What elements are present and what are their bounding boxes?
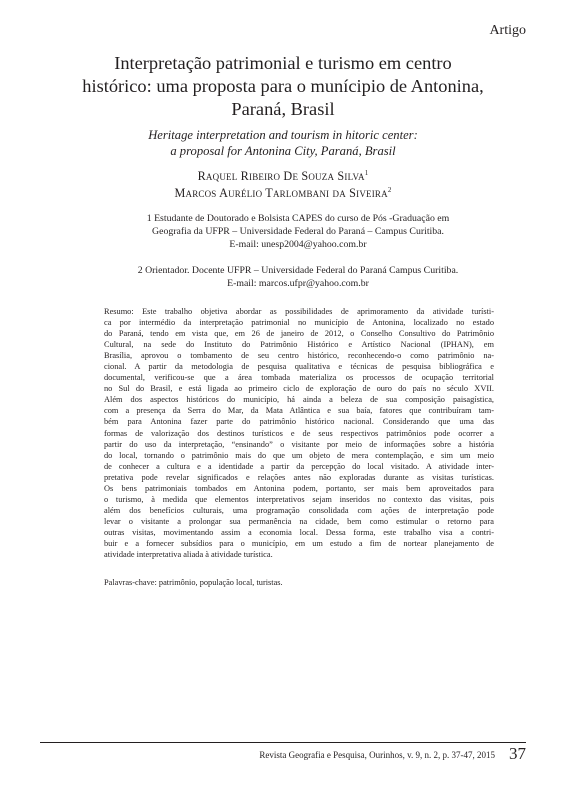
author — [40, 168, 526, 185]
affiliation-line: 1 Estudante de Doutorado e Bolsista CAPES do curso de Pós -Graduação em — [146, 213, 450, 224]
abstract-line: de conhecer a cultura e a identidade a partir da percepção do local visitado. A atividade inter- — [104, 461, 494, 471]
abstract-line: cional. A partir da metodologia de pesquisa qualitativa e técnicas de pesquisa bibliográfica e — [104, 362, 494, 372]
abstract-line: do local, tornando o patrimônio mais do que um objeto de mera contemplação, e sim um meio — [104, 450, 494, 460]
subtitle-line: Heritage interpretation and tourism in hitoric center: — [148, 128, 418, 142]
author-list — [40, 168, 526, 202]
abstract-line: bém para Antonina fazer parte do patrimônio histórico nacional. Considerando que uma das — [104, 417, 494, 427]
author-name: Marcos Aurélio Tarlombani da Siveira — [174, 186, 388, 200]
footer-divider — [40, 742, 526, 743]
journal-citation: Revista Geografia e Pesquisa, Ourinhos, v. 9, n. 2, p. 37-47, 2015 — [259, 750, 495, 760]
article-title: Interpretação patrimonial e turismo em centro histórico: uma proposta para o munícipio de Antonina, Paraná, Brasil — [82, 53, 484, 119]
keywords: Palavras-chave: patrimônio, população local, turistas. — [104, 578, 283, 587]
abstract-line: do Paraná, tendo em vista que, em 26 de janeiro de 2012, o Conselho Consultivo do Patrimônio — [104, 329, 494, 339]
affiliation-email: E-mail: marcos.ufpr@yahoo.com.br — [227, 278, 369, 290]
subtitle-line: a proposal for Antonina City, Paraná, Brasil — [170, 144, 396, 158]
author-name: Raquel Ribeiro De Souza Silva — [197, 169, 365, 183]
author — [40, 185, 526, 202]
author-footnote-mark: 2 — [387, 185, 392, 194]
affiliation-email: E-mail: unesp2004@yahoo.com.br — [229, 239, 367, 251]
abstract-line: pretativa pode revelar significados e relações antes não exploradas durante as visitas turísticas. — [104, 472, 494, 482]
abstract-line: além dos benefícios culturais, uma programação consolidada com ações de interpretação pode — [104, 505, 494, 515]
abstract-line: documental, verificou-se que a área tombada materializa os processos de ocupação territorial — [104, 373, 494, 383]
affiliation-line: Geografia da UFPR – Universidade Federal do Paraná – Campus Curitiba. — [152, 226, 444, 238]
section-label: Artigo — [489, 23, 526, 38]
abstract-line: Cultural, na sede do Instituto do Patrimônio Histórico e Artístico Nacional (IPHAN), em — [104, 340, 494, 350]
abstract-line: Os bens patrimoniais tombados em Antonina podem, portanto, ser mais bem aproveitados para — [104, 483, 494, 493]
abstract-line: partir do uso da interpretação, “ensinando” o visitante por meio de informações sobre a história — [104, 439, 494, 449]
abstract-line: levar o visitante a prolongar sua permanência na cidade, bem como estimular o retorno para — [104, 516, 494, 526]
abstract-line: Resumo: Este trabalho objetiva abordar as possibilidades de aprimoramento da atividade turísti- — [104, 307, 494, 316]
abstract-line: buir e a fornecer subsídios para o município, em um estudo a fim de nortear planejamento de — [104, 538, 494, 548]
affiliation — [108, 212, 488, 252]
affiliation — [108, 264, 488, 290]
abstract-line: outras visitas, movimentando assim a economia local. Dessa forma, este trabalho visa a contri- — [104, 527, 494, 537]
abstract-line: Além dos aspectos históricos do município, há ainda a beleza de sua composição paisagística, — [104, 395, 494, 405]
abstract — [104, 306, 494, 560]
abstract-line: Brasília, aprovou o tombamento de seu centro histórico, reconhecendo-o como patrimônio na- — [104, 351, 494, 361]
author-footnote-mark: 1 — [364, 168, 369, 177]
abstract-line: formas de valorização dos destinos turísticos e de seus respectivos patrimônios pode ocorrer a — [104, 428, 494, 438]
article-subtitle — [60, 127, 506, 159]
abstract-line: com a presença da Serra do Mar, da Mata Atlântica e sua baía, fatores que contribuíram tam- — [104, 406, 494, 416]
abstract-line: o turismo, à medida que elementos interpretativos sejam inseridos no contexto das visitas, pois — [104, 494, 494, 504]
abstract-line: atividade interpretativa aliada à atividade turística. — [104, 550, 273, 560]
page-number: 37 — [509, 744, 526, 763]
abstract-line: ca por intermédio da interpretação patrimonial no município de Antonina, localizado no estado — [104, 318, 494, 328]
abstract-line: no Sul do Brasil, e está ligada ao primeiro ciclo de exploração de ouro do país no século XVII. — [104, 384, 494, 394]
affiliation-line: 2 Orientador. Docente UFPR – Universidade Federal do Paraná Campus Curitiba. — [137, 265, 459, 276]
